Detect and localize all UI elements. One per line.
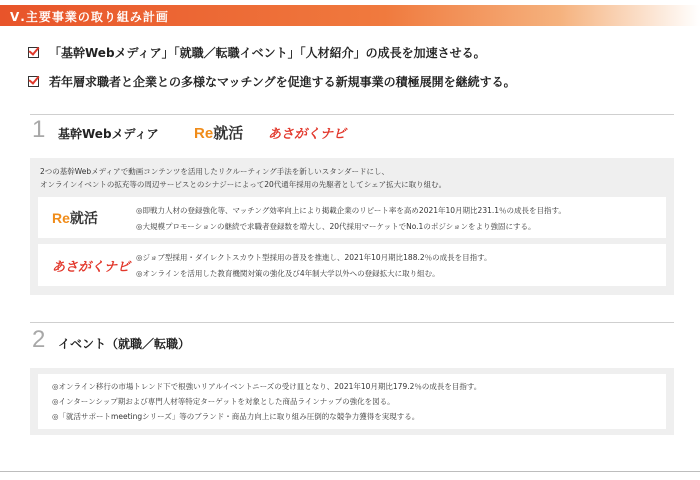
footer-divider bbox=[0, 471, 700, 472]
section-title: イベント（就職／転職） bbox=[58, 337, 191, 351]
intro-line-2: オンラインイベントの拡充等の周辺サービスとのシナジーによって20代通年採用の先駆者としてシェア拡大に取り組む。 bbox=[40, 180, 447, 189]
section-title: 基幹Webメディア bbox=[58, 127, 159, 141]
section-2-header bbox=[32, 326, 332, 358]
section-divider bbox=[30, 114, 674, 115]
section-divider bbox=[30, 322, 674, 323]
card-bullet: ◎「就活サポートmeetingシリーズ」等のブランド・商品力向上に取り組み圧倒的な競争力獲得を実現する。 bbox=[52, 412, 420, 421]
asagaku-navi-logo: あさがくナビ bbox=[268, 126, 347, 141]
asagaku-navi-card bbox=[38, 244, 666, 286]
checkbox-icon bbox=[28, 76, 39, 87]
check-item-2 bbox=[28, 73, 516, 90]
check-item-text: 「基幹Webメディア」「就職／転職イベント」「人材紹介」の成長を加速させる。 bbox=[49, 46, 486, 60]
check-item-text: 若年層求職者と企業との多様なマッチングを促進する新規事業の積極展開を継続する。 bbox=[49, 75, 516, 89]
re-shukatsu-logo: Re就活 bbox=[52, 210, 98, 226]
section-number: 2 bbox=[32, 326, 46, 353]
re-shukatsu-card bbox=[38, 197, 666, 238]
intro-line-1: 2つの基幹Webメディアで動画コンテンツを活用したリクルーティング手法を新しいスタンダードにし、 bbox=[40, 167, 389, 176]
page-title: Ⅴ.主要事業の取り組み計画 bbox=[10, 10, 169, 24]
card-bullet: ◎インターンシップ期および専門人材等特定ターゲットを対象とした商品ラインナップの強化を図る。 bbox=[52, 397, 395, 406]
section-1-header bbox=[32, 116, 672, 148]
card-bullet: ◎オンラインを活用した教育機関対策の強化及び4年制大学以外への登録拡大に取り組む。 bbox=[136, 269, 440, 278]
asagaku-navi-logo: あさがくナビ bbox=[52, 259, 131, 274]
card-bullet: ◎オンライン移行の市場トレンド下で根強いリアルイベントニーズの受け皿となり、2021年10月期比179.2％の成長を目指す。 bbox=[52, 382, 482, 391]
checkbox-icon bbox=[28, 47, 39, 58]
card-bullet: ◎大規模プロモーションの継続で求職者登録数を増大し、20代採用マーケットでNo.1のポジションをより強固にする。 bbox=[136, 222, 536, 231]
check-item-1 bbox=[28, 44, 486, 61]
section-number: 1 bbox=[32, 116, 46, 143]
card-bullet: ◎即戦力人材の登録強化等、マッチング効率向上により掲載企業のリピート率を高め2021年10月期比231.1％の成長を目指す。 bbox=[136, 206, 566, 215]
event-card bbox=[38, 374, 666, 429]
section-1-panel bbox=[30, 158, 674, 295]
card-bullet: ◎ジョブ型採用・ダイレクトスカウト型採用の普及を推進し、2021年10月期比188.2％の成長を目指す。 bbox=[136, 253, 492, 262]
section-2-panel bbox=[30, 368, 674, 435]
re-shukatsu-logo: Re就活 bbox=[194, 125, 244, 142]
section-title-bar bbox=[0, 5, 700, 26]
